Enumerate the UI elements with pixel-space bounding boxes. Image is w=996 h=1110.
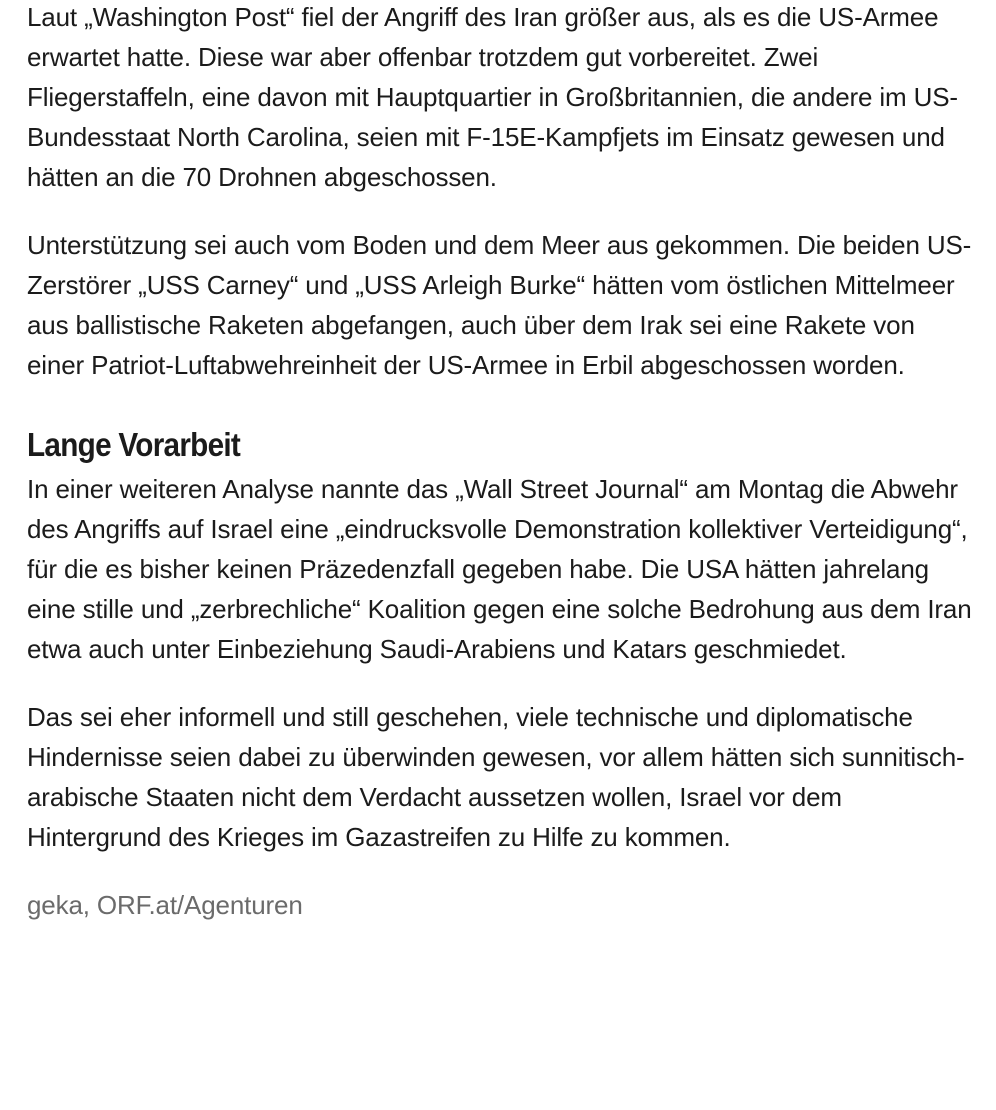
- author-credit: geka, ORF.at/Agenturen: [27, 890, 303, 920]
- article-paragraph: Unterstützung sei auch vom Boden und dem Meer aus gekommen. Die beiden US-Zerstörer „USS Carney“ und „USS Arleigh Burke“ hätten vom östlichen Mittelmeer aus ballistische Raketen abgefangen, auch über dem Irak sei eine Rakete von einer Patriot-Luftabwehreinheit der US-Armee in Erbil abgeschossen worden.: [27, 230, 972, 380]
- article-paragraph: In einer weiteren Analyse nannte das „Wall Street Journal“ am Montag die Abwehr des Angriffs auf Israel eine „eindrucksvolle Demonstration kollektiver Verteidigung“, für die es bisher keinen Präzedenzfall gegeben habe. Die USA hätten jahrelang eine stille und „zerbrechliche“ Koalition gegen eine solche Bedrohung aus dem Iran etwa auch unter Einbeziehung Saudi-Arabiens und Katars geschmiedet.: [27, 474, 972, 664]
- article-paragraph: Das sei eher informell und still geschehen, viele technische und diplomatische Hindernisse seien dabei zu überwinden gewesen, vor allem hätten sich sunnitisch-arabische Staaten nicht dem Verdacht aussetzen wollen, Israel vor dem Hintergrund des Krieges im Gazastreifen zu Hilfe zu kommen.: [27, 702, 965, 852]
- section-heading: Lange Vorarbeit: [27, 426, 241, 463]
- article-paragraph: Laut „Washington Post“ fiel der Angriff des Iran größer aus, als es die US-Armee erwartet hatte. Diese war aber offenbar trotzdem gut vorbereitet. Zwei Fliegerstaffeln, eine davon mit Hauptquartier in Großbritannien, die andere im US-Bundesstaat North Carolina, seien mit F-15E-Kampfjets im Einsatz gewesen und hätten an die 70 Drohnen abgeschossen.: [27, 2, 958, 192]
